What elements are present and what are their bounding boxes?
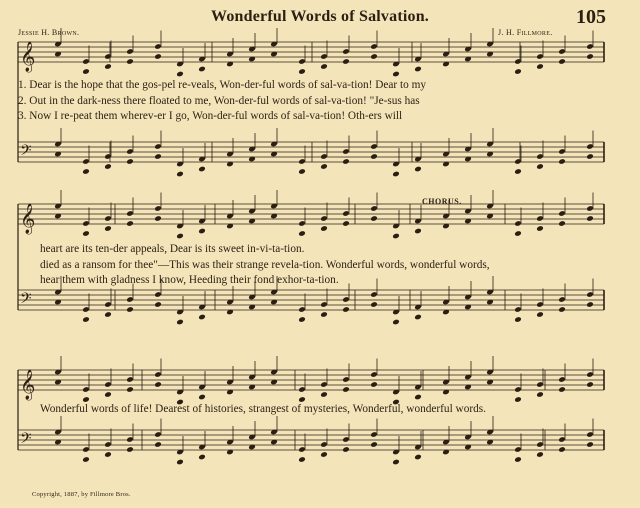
note-head — [104, 451, 112, 458]
note-head — [176, 319, 184, 326]
note-head — [154, 441, 162, 448]
note-head — [82, 316, 90, 323]
note-head — [342, 220, 350, 227]
note-head — [82, 230, 90, 237]
note-head — [104, 63, 112, 70]
note-head — [536, 311, 544, 318]
note-head — [320, 225, 328, 232]
note-head — [198, 454, 206, 461]
note-head — [586, 153, 594, 160]
treble-clef-icon: 𝄞 — [20, 42, 36, 72]
note-head — [82, 68, 90, 75]
note-head — [514, 396, 522, 403]
note-head — [586, 381, 594, 388]
lyric-line-verse1: 1. Dear is the hope that the gos-pel re-veals, Won-der-ful words of sal-va-tion! Dear to my — [18, 79, 427, 91]
note-head — [82, 168, 90, 175]
note-head — [298, 396, 306, 403]
note-head — [414, 66, 422, 73]
note-head — [370, 381, 378, 388]
note-head — [586, 301, 594, 308]
lyric-line-verse3: 3. Now I re-peat them wherev-er I go, Won-der-ful words of sal-va-tion! Oth-ers will — [18, 110, 403, 122]
note-head — [198, 166, 206, 173]
note-head — [342, 158, 350, 165]
treble-clef-icon: 𝄞 — [20, 370, 36, 400]
note-head — [536, 225, 544, 232]
hymn-title: Wonderful Words of Salvation. — [211, 8, 429, 25]
page-number: 105 — [576, 6, 606, 28]
lyric-line-verse1: heart are its ten-der appeals, Dear is its sweet in-vi-ta-tion. — [40, 243, 305, 255]
note-head — [126, 158, 134, 165]
note-head — [414, 394, 422, 401]
note-head — [298, 68, 306, 75]
note-head — [298, 168, 306, 175]
note-head — [104, 163, 112, 170]
lyric-line-chorus: Wonderful words of life! Dearest of histories, strangest of mysteries, Wonderful, wonderful words. — [40, 403, 486, 415]
note-head — [126, 220, 134, 227]
note-head — [198, 314, 206, 321]
note-head — [198, 228, 206, 235]
note-head — [414, 314, 422, 321]
bass-clef-icon: 𝄢 — [20, 430, 32, 451]
note-head — [82, 396, 90, 403]
note-head — [414, 166, 422, 173]
note-head — [104, 225, 112, 232]
note-head — [558, 158, 566, 165]
note-head — [514, 168, 522, 175]
note-head — [176, 233, 184, 240]
note-head — [392, 459, 400, 466]
note-head — [514, 230, 522, 237]
note-head — [126, 58, 134, 65]
note-head — [154, 301, 162, 308]
note-head — [392, 319, 400, 326]
note-head — [342, 446, 350, 453]
note-head — [126, 386, 134, 393]
note-head — [392, 171, 400, 178]
note-head — [558, 58, 566, 65]
note-head — [154, 381, 162, 388]
note-head — [392, 233, 400, 240]
note-head — [154, 215, 162, 222]
bass-clef-icon: 𝄢 — [20, 142, 32, 163]
note-head — [586, 53, 594, 60]
note-head — [536, 63, 544, 70]
note-head — [558, 220, 566, 227]
chorus-label: CHORUS. — [422, 197, 462, 206]
note-head — [320, 63, 328, 70]
note-head — [298, 456, 306, 463]
note-head — [342, 386, 350, 393]
note-head — [154, 53, 162, 60]
note-head — [536, 391, 544, 398]
note-head — [82, 456, 90, 463]
note-head — [536, 163, 544, 170]
note-head — [198, 66, 206, 73]
note-head — [514, 456, 522, 463]
note-head — [414, 228, 422, 235]
note-head — [370, 153, 378, 160]
note-head — [586, 441, 594, 448]
note-head — [320, 163, 328, 170]
note-head — [176, 459, 184, 466]
note-head — [126, 306, 134, 313]
note-head — [536, 451, 544, 458]
note-head — [320, 451, 328, 458]
note-head — [558, 306, 566, 313]
note-head — [586, 215, 594, 222]
note-head — [320, 391, 328, 398]
note-head — [320, 311, 328, 318]
composer-credit: J. H. Fillmore. — [498, 28, 553, 37]
note-head — [126, 446, 134, 453]
note-head — [514, 68, 522, 75]
note-head — [154, 153, 162, 160]
note-head — [198, 394, 206, 401]
copyright-notice: Copyright, 1887, by Fillmore Bros. — [32, 491, 131, 498]
note-head — [104, 391, 112, 398]
author-credit: Jessie H. Brown. — [18, 28, 80, 37]
note-head — [370, 53, 378, 60]
note-head — [370, 441, 378, 448]
note-head — [104, 311, 112, 318]
treble-clef-icon: 𝄞 — [20, 204, 36, 234]
note-head — [342, 58, 350, 65]
note-head — [342, 306, 350, 313]
note-head — [558, 386, 566, 393]
note-head — [176, 171, 184, 178]
note-head — [414, 454, 422, 461]
note-head — [514, 316, 522, 323]
note-head — [370, 215, 378, 222]
note-head — [370, 301, 378, 308]
note-head — [176, 71, 184, 78]
note-head — [298, 316, 306, 323]
lyric-line-verse2: 2. Out in the dark-ness there floated to me, Won-der-ful words of sal-va-tion! "Je-sus has — [18, 95, 420, 107]
bass-clef-icon: 𝄢 — [20, 290, 32, 311]
note-head — [558, 446, 566, 453]
note-head — [298, 230, 306, 237]
lyric-line-verse2: died as a ransom for thee"—This was their strange revela-tion. Wonderful words, wonderful words, — [40, 259, 490, 271]
lyric-line-verse3: hear them with gladness I know, Heeding their fond exhor-ta-tion. — [40, 274, 339, 286]
note-head — [392, 71, 400, 78]
